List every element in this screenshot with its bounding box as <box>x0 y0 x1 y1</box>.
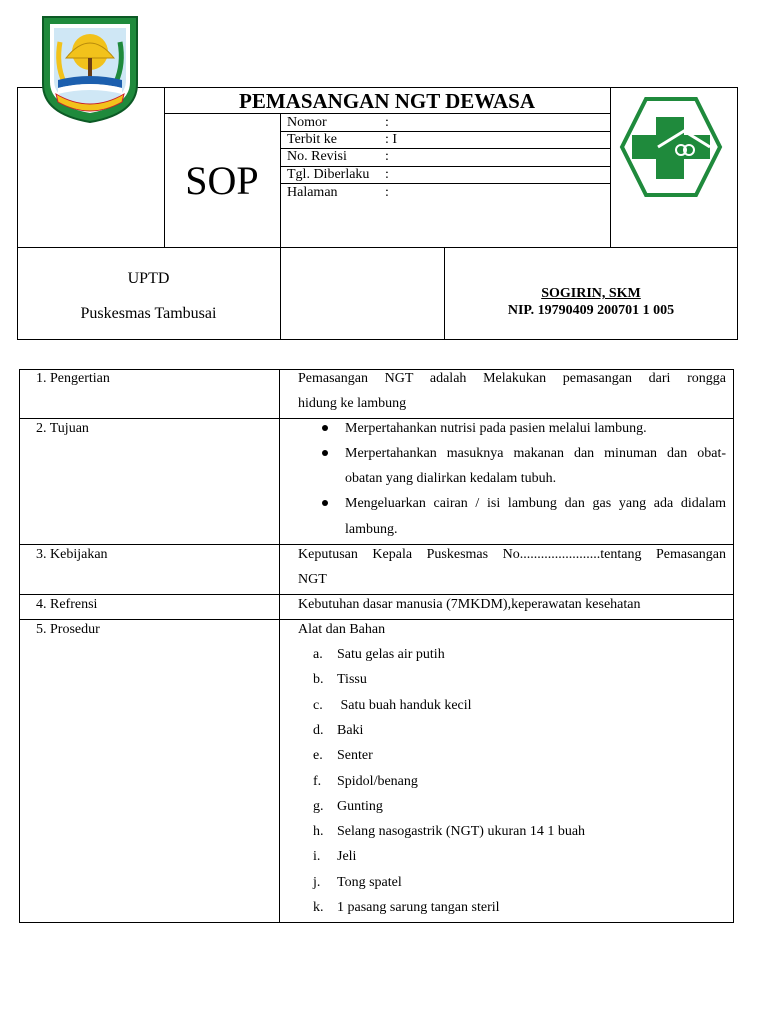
bullet-icon <box>322 425 328 431</box>
list-letter: b. <box>313 672 324 688</box>
meta-value: : <box>385 149 389 164</box>
meta-value: : <box>385 185 389 200</box>
list-letter: h. <box>313 824 324 840</box>
content-vdiv <box>279 369 280 923</box>
list-item-text: Satu gelas air putih <box>337 647 445 662</box>
kebijakan-text-line: NGT <box>298 572 327 587</box>
list-letter: f. <box>313 773 322 789</box>
list-letter: k. <box>313 900 324 915</box>
puskesmas-logo <box>618 95 724 199</box>
list-item-text: Selang nasogastrik (NGT) ukuran 14 1 buah <box>337 824 586 840</box>
prosedur-heading: Alat dan Bahan <box>298 622 386 637</box>
list-item-text: Senter <box>337 748 373 764</box>
list-letter: e. <box>313 748 323 764</box>
meta-key: Tgl. Diberlaku <box>287 167 370 182</box>
list-letter: c. <box>313 697 323 713</box>
meta-row-tgl <box>281 166 610 184</box>
header-vdiv-2 <box>610 87 611 247</box>
bullet-text: Merpertahankan nutrisi pada pasien melalui lambung. <box>345 421 647 436</box>
meta-row-halaman <box>281 184 610 202</box>
bullet-text: Merpertahankan masuknya makanan dan minuman dan obat- <box>345 446 726 461</box>
pengertian-text-line: Pemasangan NGT adalah Melakukan pemasangan dari rongga <box>298 371 726 386</box>
bullet-text-continued: obatan yang dialirkan kedalam tubuh. <box>345 471 557 486</box>
list-item-text: Satu buah handuk kecil <box>337 697 472 713</box>
list-letter: a. <box>313 647 323 662</box>
meta-row-nomor <box>281 114 610 132</box>
meta-key: Terbit ke <box>287 132 337 147</box>
signer-nip: NIP. 19790409 200701 1 005 <box>507 303 675 318</box>
bullet-icon <box>322 450 328 456</box>
list-item-text: Tong spatel <box>337 874 402 890</box>
section-label-tujuan: 2. Tujuan <box>36 421 89 436</box>
meta-key: Halaman <box>287 185 338 200</box>
regional-emblem-logo <box>40 14 140 124</box>
meta-row-terbit <box>281 131 610 149</box>
list-letter: j. <box>313 874 321 890</box>
meta-key: No. Revisi <box>287 149 347 164</box>
list-letter: d. <box>313 722 324 738</box>
bullet-icon <box>322 500 328 506</box>
list-item-text: Tissu <box>337 672 367 688</box>
list-letter: g. <box>313 798 324 814</box>
list-item-text: Spidol/benang <box>337 773 418 789</box>
org-name: Puskesmas Tambusai <box>80 305 217 322</box>
list-item-text: Jeli <box>337 849 357 865</box>
bullet-text: Mengeluarkan cairan / isi lambung dan gas yang ada didalam <box>345 496 726 511</box>
meta-value: : I <box>385 132 398 147</box>
page-title: PEMASANGAN NGT DEWASA <box>239 89 535 113</box>
kebijakan-text-line: Keputusan Kepala Puskesmas No.......................tentang Pemasangan <box>298 547 726 562</box>
sop-label: SOP <box>185 158 259 203</box>
meta-value: : <box>385 115 389 130</box>
list-item-text: Gunting <box>337 798 383 814</box>
section-label-prosedur: 5. Prosedur <box>36 622 100 637</box>
meta-row-revisi <box>281 148 610 166</box>
list-letter: i. <box>313 849 321 865</box>
refrensi-text: Kebutuhan dasar manusia (7MKDM),keperawatan kesehatan <box>298 597 641 612</box>
meta-key: Nomor <box>287 115 327 130</box>
list-item-text: Baki <box>337 722 364 738</box>
pengertian-text-line: hidung ke lambung <box>298 396 407 411</box>
meta-value: : <box>385 167 389 182</box>
bullet-text-continued: lambung. <box>345 522 398 537</box>
section-label-kebijakan: 3. Kebijakan <box>36 547 108 562</box>
signer-name: SOGIRIN, SKM <box>541 286 641 301</box>
org-unit: UPTD <box>127 270 170 287</box>
section-label-pengertian: 1. Pengertian <box>36 371 110 386</box>
header-row-divider <box>17 247 738 248</box>
list-item-text: 1 pasang sarung tangan steril <box>337 900 500 915</box>
section-label-refrensi: 4. Refrensi <box>36 597 98 612</box>
